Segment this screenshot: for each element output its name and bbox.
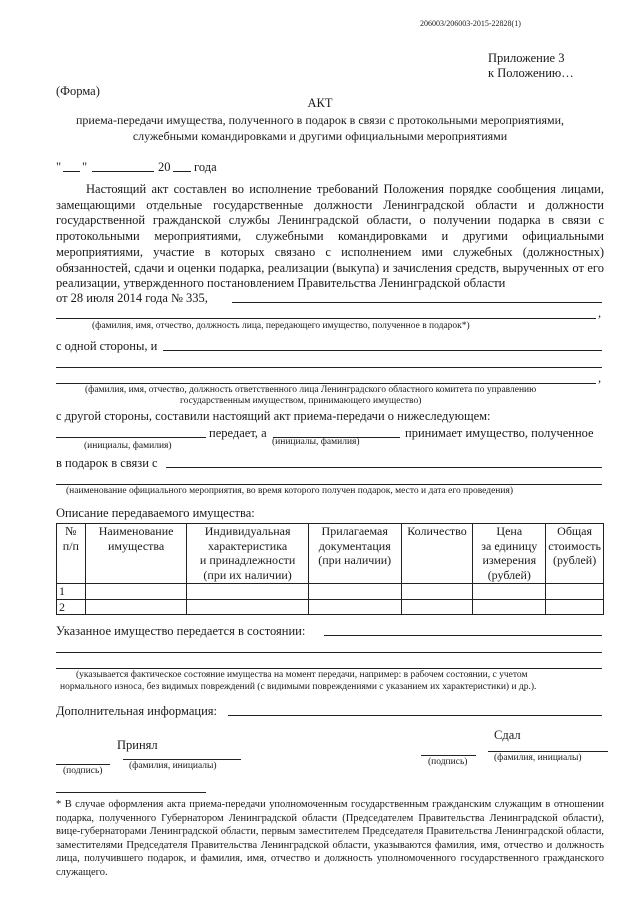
one-side-label: с одной стороны, и (56, 339, 158, 353)
receiver-signature-field[interactable] (56, 764, 110, 765)
condition-label: Указанное имущество передается в состоянии: (56, 624, 306, 638)
received-label: Принял (117, 738, 158, 752)
condition-field-1[interactable] (324, 635, 602, 636)
additional-info-field[interactable] (228, 715, 602, 716)
caption-initials-2: (инициалы, фамилия) (272, 437, 360, 447)
document-code: 206003/206003-2015-22828(1) (420, 19, 521, 28)
cell-unit-price[interactable] (473, 584, 546, 600)
appendix-number: Приложение 3 (488, 51, 565, 65)
transfers-label: передает, а (209, 426, 267, 440)
header-number: № п/п (57, 524, 86, 584)
date-quote-close: " (82, 160, 88, 174)
condition-field-3[interactable] (56, 668, 602, 669)
receiver-field-2[interactable] (56, 367, 602, 368)
caption-event: (наименование официального мероприятия, во время которого получен подарок, место и дата его проведения) (66, 486, 513, 496)
header-total-cost: Общая стоимость (рублей) (546, 524, 604, 584)
table-row (57, 584, 604, 600)
cell-name[interactable] (85, 599, 187, 615)
cell-characteristics[interactable] (187, 599, 308, 615)
caption-receiver-line1: (фамилия, имя, отчество, должность ответственного лица Ленинградского областного комитета по управлению (85, 385, 537, 395)
header-unit-price: Цена за единицу измерения (рублей) (473, 524, 546, 584)
cell-total-cost[interactable] (546, 599, 604, 615)
act-title: АКТ (307, 96, 333, 110)
cell-characteristics[interactable] (187, 584, 308, 600)
cell-documentation[interactable] (308, 584, 401, 600)
act-subtitle-line1: приема-передачи имущества, полученного в подарок в связи с протокольными мероприятиями, (75, 113, 565, 127)
caption-receiver-line2: государственным имуществом, принимающего имущество) (180, 396, 422, 406)
transferor-signature-field[interactable] (421, 755, 476, 756)
gift-in-label: в подарок в связи с (56, 456, 158, 470)
other-side-label: с другой стороны, составили настоящий акт приема-передачи о нижеследующем: (56, 409, 491, 423)
property-table (56, 523, 604, 615)
header-quantity: Количество (401, 524, 473, 584)
caption-condition-line1: (указывается фактическое состояние имущества на момент передачи, например: в рабочем состоянии, с учетом (76, 670, 528, 680)
caption-condition-line2: нормального износа, без видимых повреждений (с видимыми повреждениями с указанием их характеристики) и др.). (60, 682, 537, 692)
date-year-field[interactable] (173, 171, 191, 172)
event-field-2[interactable] (56, 484, 602, 485)
cell-documentation[interactable] (308, 599, 401, 615)
receiver-name-caption: (фамилия, инициалы) (129, 761, 217, 771)
footnote-separator (56, 792, 206, 793)
cell-total-cost[interactable] (546, 584, 604, 600)
intro-paragraph: Настоящий акт составлен во исполнение требований Положения порядке сообщения лицами, замещающими отдельные государственные должности Ленинградской области и должности государственной гражданской службы Ленинградской области, о получении подарка в связи с протокольными мероприятиями, служебными командировками и другими официальными мероприятиями, участие в которых связано с исполнением ими служебных (должностных) обязанностей, сдачи и оценки подарка, реализации (выкупа) и зачисления средств, вырученных от его реализации, утвержденного постановлением Правительства Ленинградской области (56, 182, 604, 291)
act-subtitle-line2: служебными командировками и другими официальными мероприятиями (132, 129, 508, 143)
handed-label: Сдал (494, 728, 521, 742)
caption-transferor: (фамилия, имя, отчество, должность лица, передающего имущество, полученное в подарок*) (92, 321, 470, 331)
transferor-signature-caption: (подпись) (428, 757, 468, 767)
header-characteristics: Индивидуальная характеристика и принадлежности (при их наличии) (187, 524, 308, 584)
comma-2: , (598, 371, 602, 385)
table-header-row (57, 524, 604, 584)
date-suffix: года (194, 160, 217, 174)
date-day-field[interactable] (63, 171, 80, 172)
cell-name[interactable] (85, 584, 187, 600)
cell-quantity[interactable] (401, 599, 473, 615)
table-row (57, 599, 604, 615)
date-quote-open: " (56, 160, 62, 174)
intro-last-line: от 28 июля 2014 года № 335, (56, 291, 208, 305)
header-documentation: Прилагаемая документация (при наличии) (308, 524, 401, 584)
transferor-name-caption: (фамилия, инициалы) (494, 753, 582, 763)
appendix-reference: к Положению… (488, 66, 574, 80)
transferor-initials-field[interactable] (56, 437, 206, 438)
receiver-name-field[interactable] (123, 759, 241, 760)
header-name: Наименование имущества (85, 524, 187, 584)
receiver-field-3[interactable] (56, 383, 596, 384)
date-month-field[interactable] (92, 171, 154, 172)
comma-1: , (598, 306, 602, 320)
transferor-field-1[interactable] (232, 302, 602, 303)
additional-info-label: Дополнительная информация: (56, 704, 217, 718)
transferor-field-2[interactable] (56, 318, 596, 319)
cell-quantity[interactable] (401, 584, 473, 600)
footnote: * В случае оформления акта приема-передачи уполномоченным государственным гражданским служащим в отношении подарка, полученного Губернатором Ленинградской области (Председателем Правительства Ленинградской области), вице-губернаторами Ленинградской области, первым заместителем Председателя Правительства Ленинградской области, заместителями Председателя Правительства Ленинградской области, указываются фамилия, имя, отчество и должность лица, получившего подарок, и фамилия, имя, отчество и должность уполномоченного государственного гражданского служащего. (56, 799, 604, 878)
cell-number: 2 (57, 599, 86, 615)
transferor-name-field[interactable] (488, 751, 608, 752)
date-year-prefix: 20 (158, 160, 171, 174)
event-field-1[interactable] (166, 467, 602, 468)
description-title: Описание передаваемого имущества: (56, 506, 255, 520)
accepts-label: принимает имущество, полученное (405, 426, 594, 440)
caption-initials-1: (инициалы, фамилия) (84, 441, 172, 451)
form-label: (Форма) (56, 84, 100, 98)
cell-number: 1 (57, 584, 86, 600)
receiver-signature-caption: (подпись) (63, 766, 103, 776)
cell-unit-price[interactable] (473, 599, 546, 615)
condition-field-2[interactable] (56, 652, 602, 653)
receiver-field-1[interactable] (163, 350, 602, 351)
